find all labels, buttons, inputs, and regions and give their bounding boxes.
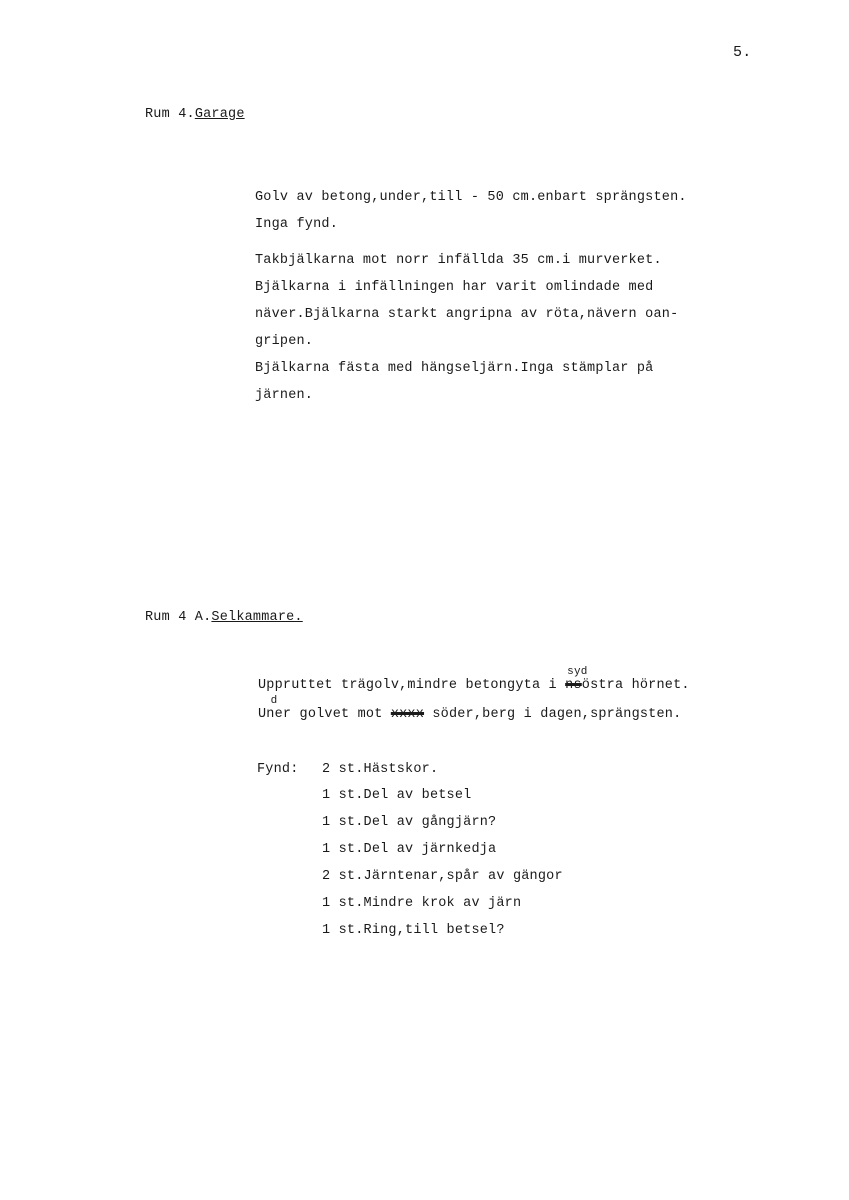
room4a-line-1 bbox=[258, 666, 690, 693]
find-item bbox=[322, 896, 521, 911]
room4-title: Garage bbox=[194, 107, 245, 122]
find-item bbox=[322, 869, 563, 884]
room4-line: Inga fynd. bbox=[255, 217, 339, 232]
find-text: st.Del av järnkedja bbox=[338, 842, 497, 857]
find-text: st.Mindre krok av järn bbox=[338, 896, 522, 911]
line1-text-before: Uppruttet trägolv,mindre betongyta i bbox=[258, 678, 566, 693]
line2-text-mid: er golvet mot bbox=[274, 707, 391, 722]
line2-text-start: Un bbox=[258, 707, 275, 722]
find-text: st.Ring,till betsel? bbox=[338, 923, 505, 938]
line1-text-after: östra hörnet. bbox=[581, 678, 690, 693]
line1-struck-text: ns bbox=[565, 678, 582, 693]
room4a-title: Selkammare. bbox=[211, 610, 303, 625]
room4-line: järnen. bbox=[255, 388, 314, 403]
find-text: st.Del av gångjärn? bbox=[338, 815, 497, 830]
find-text: st.Hästskor. bbox=[338, 762, 439, 777]
room4a-line-2 bbox=[258, 695, 682, 722]
room4-line: Takbjälkarna mot norr infällda 35 cm.i murverket. bbox=[255, 253, 662, 268]
find-qty: 2 bbox=[322, 762, 331, 777]
room4-line: Bjälkarna fästa med hängseljärn.Inga stämplar på bbox=[255, 361, 654, 376]
page-number: 5. bbox=[733, 44, 752, 61]
finds-label: Fynd: bbox=[257, 762, 299, 777]
room4-line: Bjälkarna i infällningen har varit omlindade med bbox=[255, 280, 654, 295]
find-qty: 1 bbox=[322, 896, 331, 911]
room4-heading bbox=[145, 107, 245, 122]
line2-inserted-letter: d bbox=[270, 695, 278, 707]
find-qty: 1 bbox=[322, 788, 331, 803]
room4-line: Golv av betong,under,till - 50 cm.enbart sprängsten. bbox=[255, 190, 687, 205]
line1-inserted-word: syd bbox=[567, 666, 588, 678]
line2-struck-text: xxxx bbox=[390, 707, 425, 722]
find-item bbox=[322, 788, 471, 803]
find-item bbox=[322, 923, 505, 938]
find-text: st.Järntenar,spår av gängor bbox=[338, 869, 563, 884]
find-text: st.Del av betsel bbox=[338, 788, 472, 803]
find-qty: 1 bbox=[322, 923, 331, 938]
find-item bbox=[322, 815, 496, 830]
room4a-label: Rum 4 A. bbox=[145, 610, 212, 625]
room4-line: gripen. bbox=[255, 334, 314, 349]
room4-line: näver.Bjälkarna starkt angripna av röta,nävern oan- bbox=[255, 307, 679, 322]
line1-correction bbox=[565, 666, 588, 693]
room4a-heading bbox=[145, 610, 303, 625]
find-item bbox=[322, 842, 496, 857]
find-qty: 2 bbox=[322, 869, 331, 884]
find-qty: 1 bbox=[322, 815, 331, 830]
find-item bbox=[322, 762, 438, 777]
find-qty: 1 bbox=[322, 842, 331, 857]
room4-label: Rum 4. bbox=[145, 107, 195, 122]
line2-text-after: söder,berg i dagen,sprängsten. bbox=[424, 707, 682, 722]
